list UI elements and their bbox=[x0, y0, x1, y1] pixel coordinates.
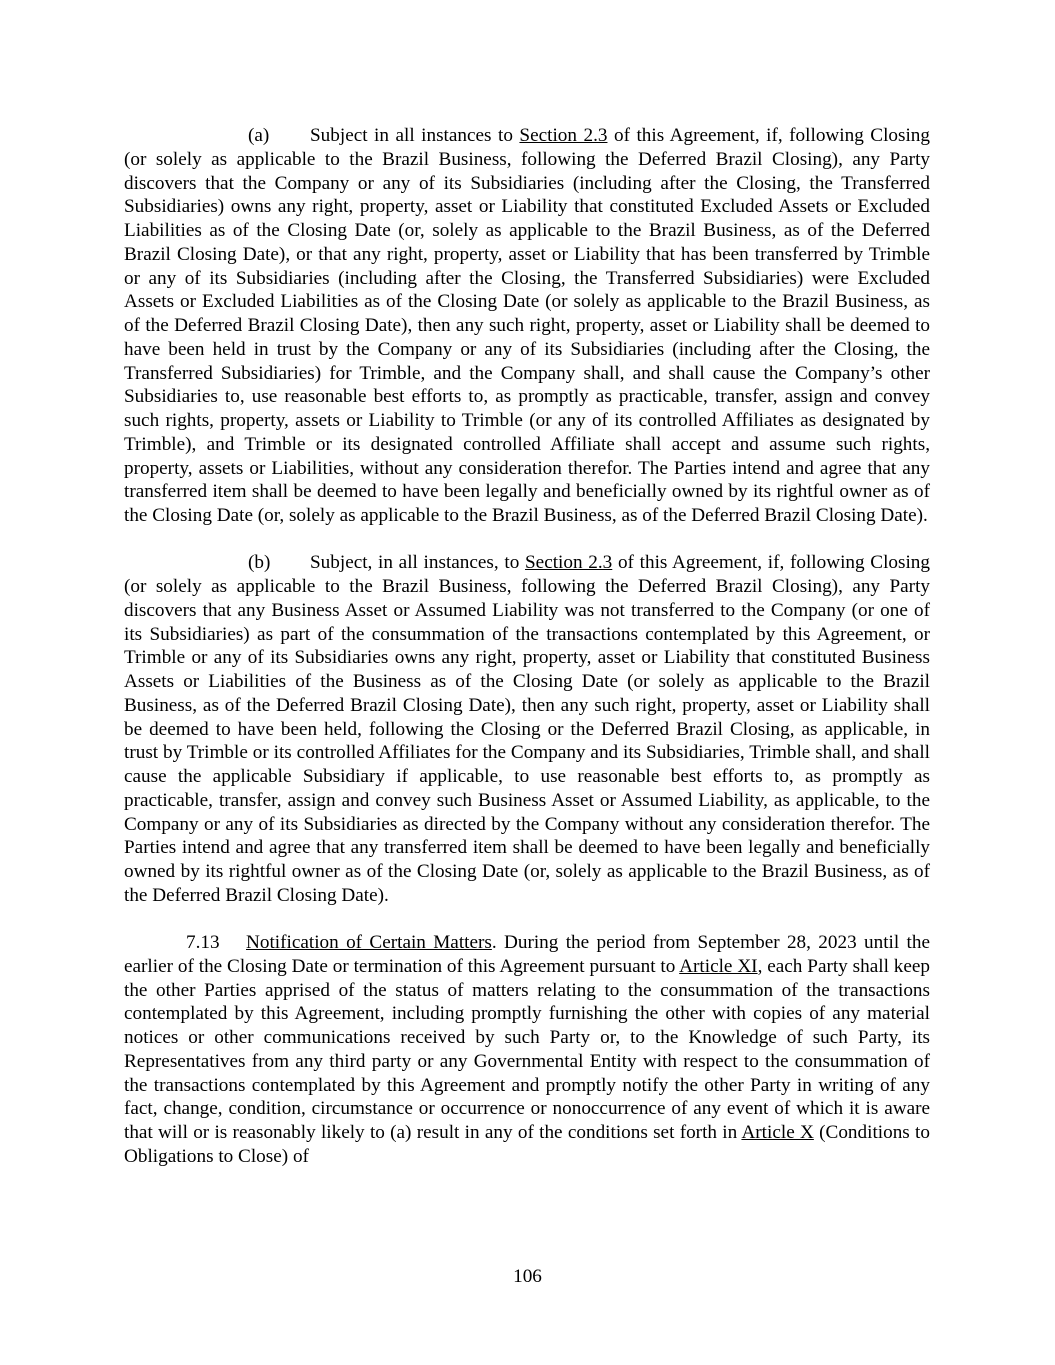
paragraph-b-label: (b) bbox=[248, 552, 271, 574]
page-number: 106 bbox=[513, 1266, 542, 1287]
article-xi-reference: Article XI bbox=[679, 955, 758, 977]
section-text-2: , each Party shall keep the other Parties apprised of the status of matters relating to the consummation of the transactions contemplated by this Agreement, including promptly furnishing the other with copies of any material notices or other communications received by such Party or, to the Knowledge of such Party, its Representatives from any third party or any Governmental Entity with respect to the consummation of the transactions contemplated by this Agreement and promptly notify the other Party in writing of any fact, change, condition, circumstance or occurrence or nonoccurrence of any event of which it is aware that will or is reasonably likely to (a) result in any of the conditions set forth in bbox=[124, 955, 930, 1143]
section-number: 7.13 bbox=[186, 932, 220, 953]
document-body bbox=[124, 124, 930, 1169]
section-2-3-reference: Section 2.3 bbox=[525, 552, 613, 574]
article-x-reference: Article X bbox=[741, 1122, 814, 1143]
paragraph-a bbox=[124, 124, 930, 528]
section-text-1: . During the period from September 28, 2023 until the earlier of the Closing Date or termination of this Agreement pursuant to bbox=[124, 932, 930, 977]
section-7-13 bbox=[124, 931, 930, 1169]
paragraph-a-label: (a) bbox=[248, 125, 270, 146]
paragraph-a-text-1: Subject in all instances to bbox=[310, 125, 520, 146]
paragraph-b-text-1: Subject, in all instances, to bbox=[310, 552, 526, 574]
section-heading: Notification of Certain Matters bbox=[246, 932, 492, 953]
paragraph-b-text-2: of this Agreement, if, following Closing (or solely as applicable to the Brazil Business, following the Deferred Brazil Closing), any Party discovers that any Business Asset or Assumed Liability was not transferred to the Company (or one of its Subsidiaries) as part of the consummation of the transactions contemplated by this Agreement, or Trimble or any of its Subsidiaries owns any right, property, asset or Liability that constituted Business Assets or Liabilities of the Business as of the Closing Date (or solely as applicable to the Brazil Business, as of the Deferred Brazil Closing Date), then any such right, property, asset or Liability shall be deemed to have been held, following the Closing or the Deferred Brazil Closing, as applicable, in trust by Trimble or its controlled Affiliates for the Company and its Subsidiaries, Trimble shall, and shall cause the applicable Subsidiary if applicable, to use reasonable best efforts to, as promptly as practicable, transfer, assign and convey such Business Asset or Assumed Liability, as applicable, to the Company or any of its Subsidiaries as directed by the Company without any consideration therefor. The Parties intend and agree that any transferred item shall be deemed to have been legally and beneficially owned by its rightful owner as of the Closing Date (or, solely as applicable to the Brazil Business, as of the Deferred Brazil Closing Date). bbox=[124, 552, 930, 906]
paragraph-b bbox=[124, 551, 930, 907]
section-2-3-reference: Section 2.3 bbox=[519, 125, 608, 146]
paragraph-a-text-2: of this Agreement, if, following Closing (or solely as applicable to the Brazil Business, following the Deferred Brazil Closing), any Party discovers that the Company or any of its Subsidiaries (including after the Closing, the Transferred Subsidiaries) owns any right, property, asset or Liability that constituted Excluded Assets or Excluded Liabilities as of the Closing Date (or, solely as applicable to the Brazil Business, as of the Deferred Brazil Closing Date), or that any right, property, asset or Liability that has been transferred by Trimble or any of its Subsidiaries (including after the Closing, the Transferred Subsidiaries) were Excluded Assets or Excluded Liabilities as of the Closing Date (or solely as applicable to the Brazil Business, as of the Deferred Brazil Closing Date), then any such right, property, asset or Liability shall be deemed to have been held in trust by the Company or any of its Subsidiaries (including after the Closing, the Transferred Subsidiaries) for Trimble, and the Company shall, and shall cause the Company’s other Subsidiaries to, use reasonable best efforts to, as promptly as practicable, transfer, assign and convey such rights, property, assets or Liability to Trimble (or any of its controlled Affiliates as designated by Trimble), and Trimble or its designated controlled Affiliate shall accept and assume such rights, property, assets or Liabilities, without any consideration therefor. The Parties intend and agree that any transferred item shall be deemed to have been legally and beneficially owned by its rightful owner as of the Closing Date (or, solely as applicable to the Brazil Business, as of the Deferred Brazil Closing Date). bbox=[124, 125, 930, 526]
section-text-3: (Conditions to Obligations to Close) of bbox=[124, 1122, 930, 1167]
